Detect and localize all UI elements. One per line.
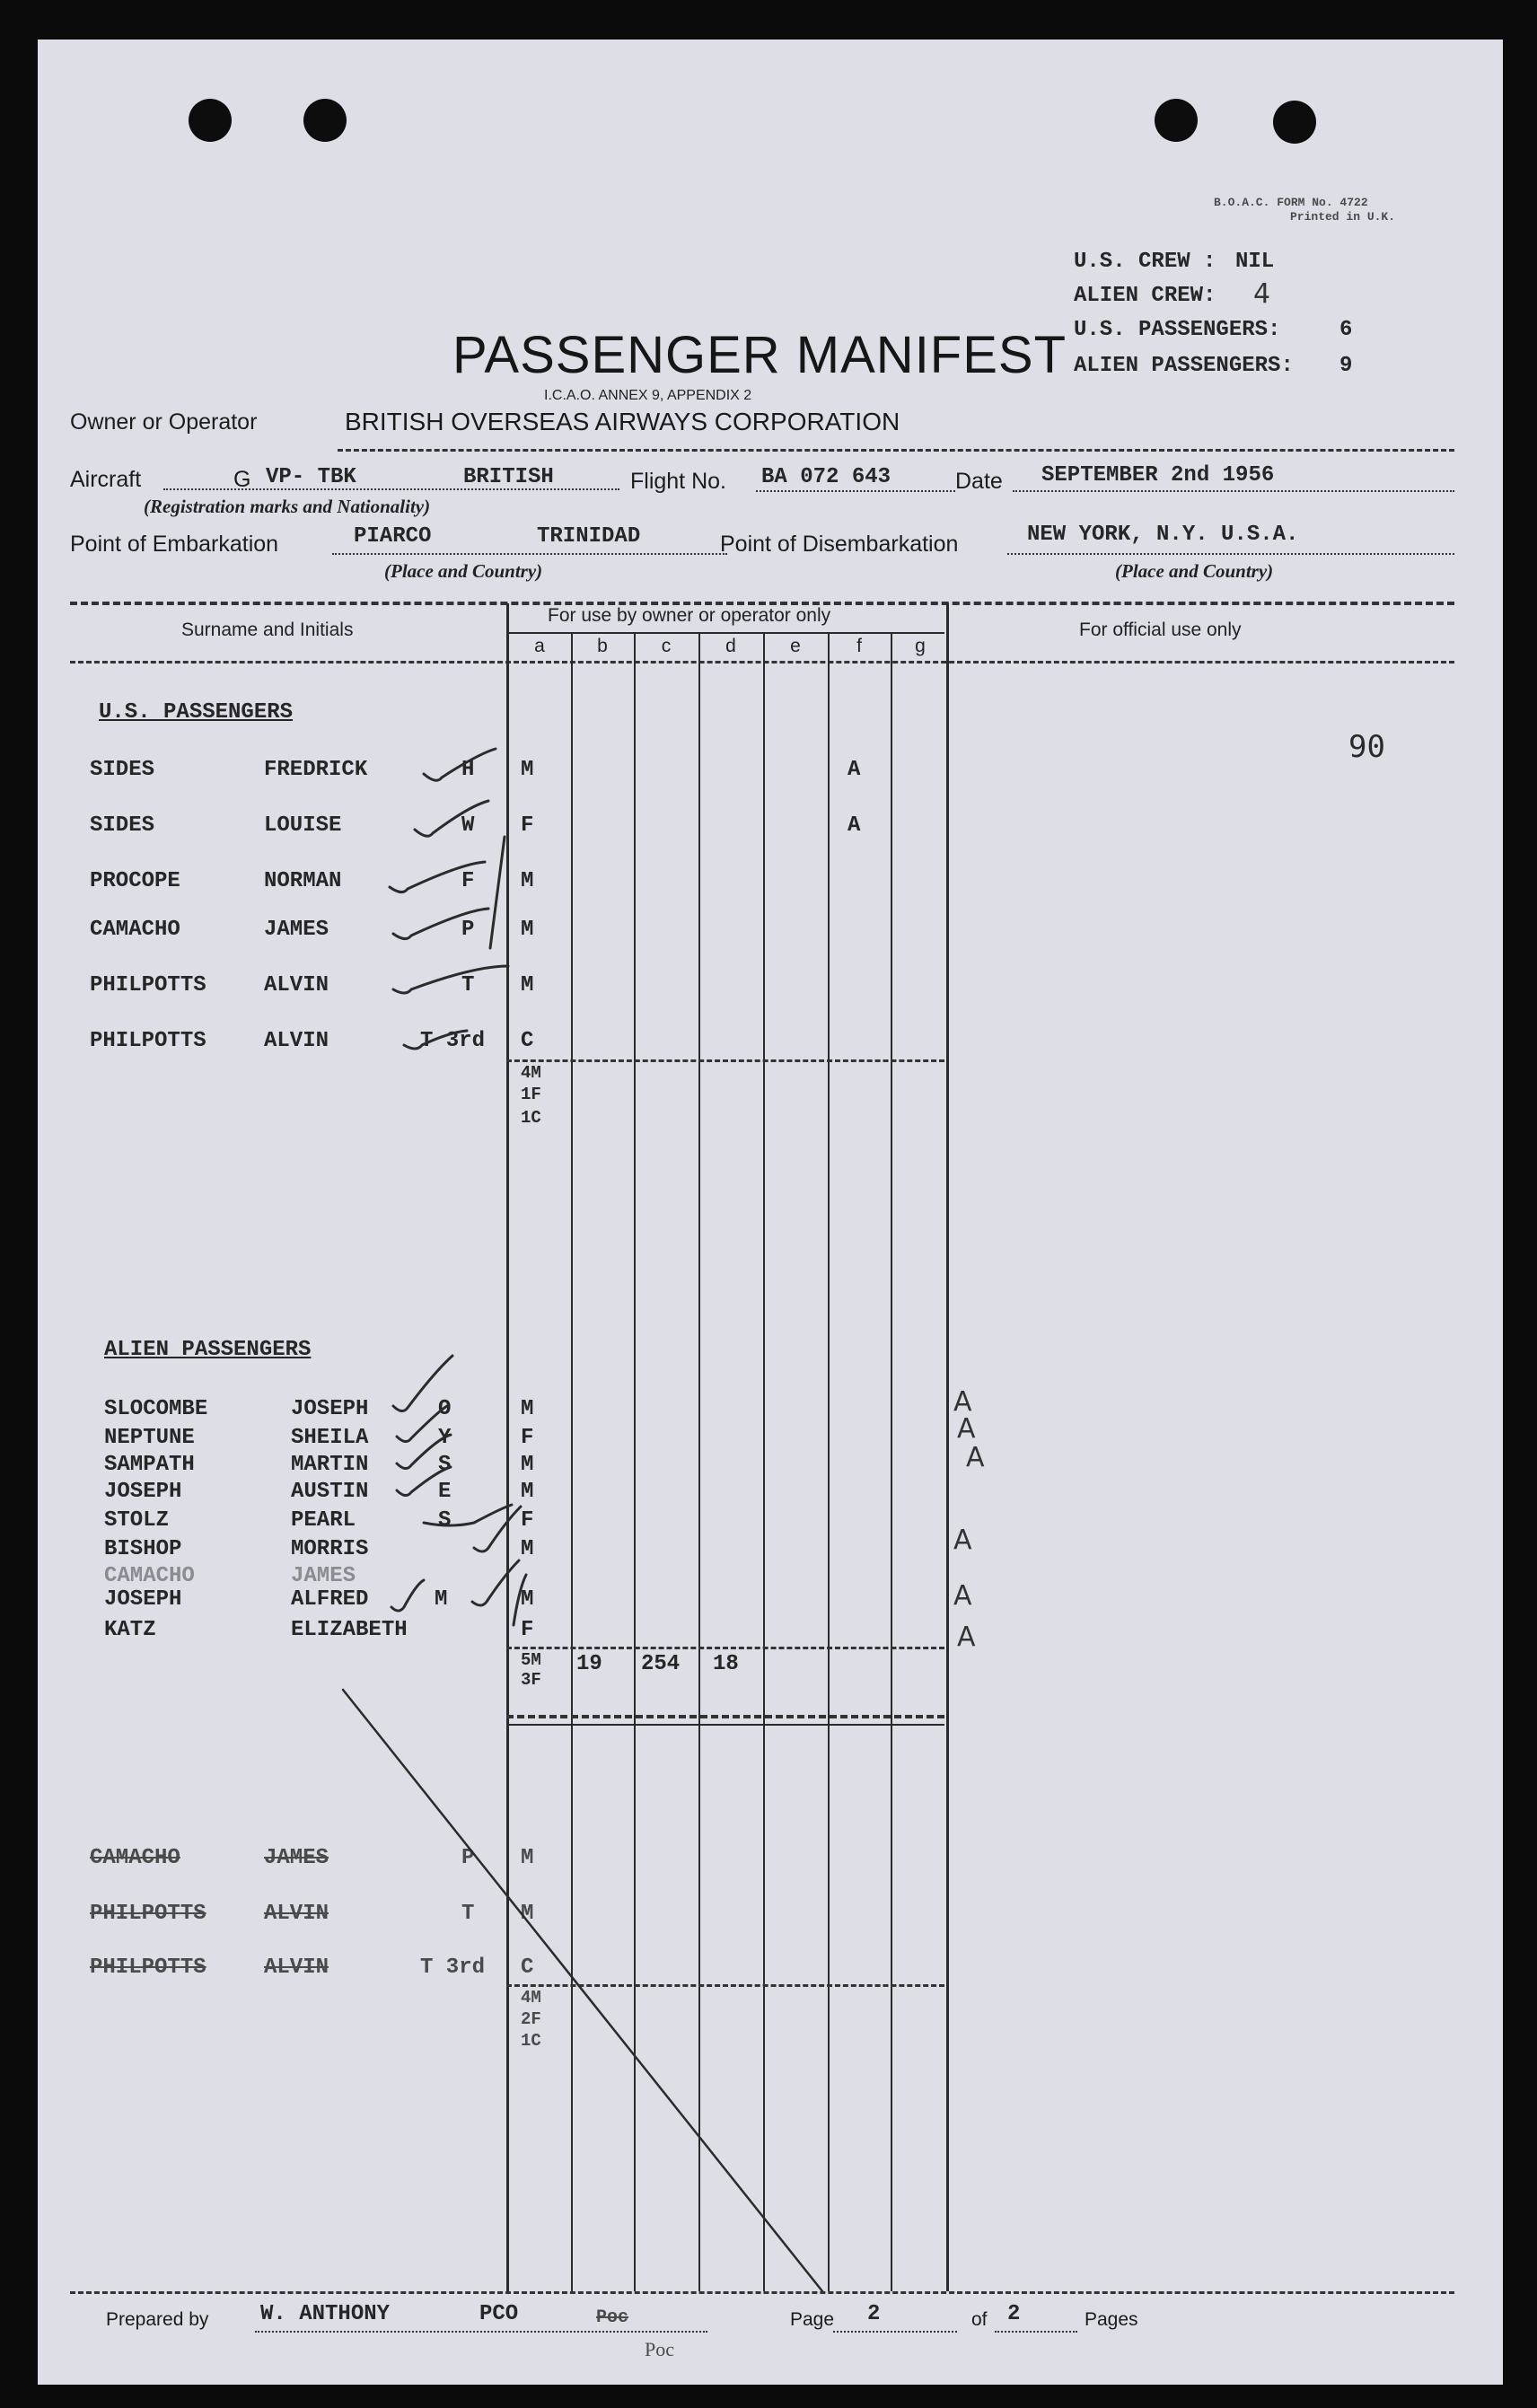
- given-name: FREDRICK: [264, 758, 368, 782]
- alien-passengers-value: 9: [1339, 354, 1353, 378]
- col-a-value: C: [521, 1029, 534, 1053]
- given-name: ALVIN: [264, 1955, 329, 1980]
- surname: CAMACHO: [90, 918, 180, 942]
- role-under: Poc: [645, 2338, 674, 2360]
- prepared-role: PCO: [479, 2302, 519, 2326]
- col-f-value: A: [848, 813, 861, 838]
- check-mark: [424, 1505, 512, 1525]
- surname: PROCOPE: [90, 869, 180, 893]
- aircraft-reg-note: (Registration marks and Nationality): [144, 496, 431, 517]
- flight-number: BA 072 643: [761, 465, 891, 489]
- page-subtitle: I.C.A.O. ANNEX 9, APPENDIX 2: [544, 388, 752, 403]
- us-total-3: 1C: [521, 1108, 541, 1128]
- given-name: JOSEPH: [291, 1397, 369, 1421]
- given-name: ALFRED: [291, 1587, 369, 1612]
- initial: T: [461, 973, 475, 997]
- surname: NEPTUNE: [104, 1426, 195, 1450]
- given-name: ELIZABETH: [291, 1618, 408, 1642]
- check-mark: [424, 749, 496, 780]
- manifest-page: [38, 40, 1503, 2385]
- initial: Y: [438, 1426, 452, 1450]
- check-mark: [472, 1560, 519, 1605]
- initial: H: [461, 758, 475, 782]
- disembark-value: NEW YORK, N.Y. U.S.A.: [1027, 523, 1299, 547]
- cross-out-line: [343, 1690, 822, 2291]
- check-mark: [415, 801, 488, 836]
- embark-place: PIARCO: [354, 524, 432, 549]
- form-number: B.O.A.C. FORM No. 4722: [1214, 196, 1368, 209]
- us-total-1: 4M: [521, 1063, 541, 1083]
- initial: F: [461, 869, 475, 893]
- check-mark: [474, 1507, 521, 1551]
- overtyped-surname: CAMACHO: [104, 1564, 195, 1588]
- cancelled-total-3: 1C: [521, 2031, 541, 2051]
- initial: T: [461, 1902, 475, 1926]
- col-a-value: M: [521, 1453, 534, 1477]
- col-e: e: [790, 636, 801, 656]
- given-name: MORRIS: [291, 1537, 369, 1561]
- prepared-by-value: W. ANTHONY: [260, 2302, 391, 2326]
- page-total: 2: [1007, 2302, 1021, 2326]
- col-a-value: F: [521, 1508, 534, 1533]
- initial: W: [461, 813, 475, 838]
- col-g: g: [915, 636, 926, 656]
- col-a-value: F: [521, 1426, 534, 1450]
- admitted-mark: A: [957, 1413, 976, 1445]
- aircraft-label: Aircraft: [70, 467, 142, 492]
- check-mark: [393, 966, 508, 993]
- initial: O: [438, 1397, 452, 1421]
- given-name: JAMES: [264, 918, 329, 942]
- page-dots: [833, 2331, 957, 2333]
- col-c: c: [661, 636, 672, 656]
- check-mark: [514, 1575, 526, 1625]
- initial: P: [461, 1846, 475, 1870]
- initial: T 3rd: [420, 1029, 486, 1053]
- surname: SIDES: [90, 758, 155, 782]
- given-name: SHEILA: [291, 1426, 369, 1450]
- cancelled-total-1: 4M: [521, 1988, 541, 2008]
- flight-label: Flight No.: [630, 469, 726, 494]
- surname: SAMPATH: [104, 1453, 195, 1477]
- surname: PHILPOTTS: [90, 1955, 206, 1980]
- given-name: PEARL: [291, 1508, 356, 1533]
- given-name: AUSTIN: [291, 1480, 369, 1504]
- check-mark: [404, 1031, 467, 1049]
- given-name: JAMES: [264, 1846, 329, 1870]
- us-crew-label: U.S. CREW :: [1074, 250, 1216, 274]
- us-crew-value: NIL: [1235, 250, 1275, 274]
- flight-date: SEPTEMBER 2nd 1956: [1041, 463, 1275, 488]
- overtyped-given: JAMES: [291, 1564, 356, 1588]
- col-header-official: For official use only: [1079, 620, 1242, 640]
- given-name: LOUISE: [264, 813, 342, 838]
- initial: E: [438, 1480, 452, 1504]
- col-a-value: M: [521, 918, 534, 942]
- us-passengers-label: U.S. PASSENGERS:: [1074, 318, 1281, 342]
- admitted-mark: A: [953, 1386, 972, 1418]
- us-total-2: 1F: [521, 1085, 541, 1104]
- check-mark: [390, 862, 485, 892]
- disembark-label: Point of Disembarkation: [720, 532, 959, 557]
- admitted-mark: A: [966, 1442, 985, 1473]
- col-a-value: M: [521, 758, 534, 782]
- embark-label: Point of Embarkation: [70, 532, 279, 557]
- surname: STOLZ: [104, 1508, 170, 1533]
- admitted-mark: A: [957, 1621, 976, 1653]
- surname: SIDES: [90, 813, 155, 838]
- surname: JOSEPH: [104, 1587, 182, 1612]
- aircraft-reg-letter: G: [233, 467, 251, 492]
- admitted-mark: A: [953, 1580, 972, 1612]
- owner-label: Owner or Operator: [70, 409, 258, 435]
- surname: PHILPOTTS: [90, 973, 206, 997]
- given-name: NORMAN: [264, 869, 342, 893]
- col-a-value: C: [521, 1955, 534, 1980]
- given-name: MARTIN: [291, 1453, 369, 1477]
- col-header-owner-use: For use by owner or operator only: [548, 605, 831, 626]
- col-a-value: M: [521, 973, 534, 997]
- alien-crew-value: 4: [1253, 278, 1271, 310]
- col-a-value: M: [521, 1480, 534, 1504]
- date-label: Date: [955, 469, 1003, 494]
- given-name: ALVIN: [264, 1902, 329, 1926]
- alien-total-a: 5M 3F: [521, 1650, 541, 1690]
- of-dots: [995, 2331, 1077, 2333]
- initial: M: [435, 1587, 448, 1612]
- surname: PHILPOTTS: [90, 1902, 206, 1926]
- pages-label: Pages: [1085, 2309, 1138, 2330]
- initial: S: [438, 1508, 452, 1533]
- col-a-value: M: [521, 1587, 534, 1612]
- col-f-value: A: [848, 758, 861, 782]
- col-a-value: M: [521, 1397, 534, 1421]
- of-label: of: [971, 2309, 988, 2330]
- slash-mark: [490, 837, 505, 948]
- initial: P: [461, 918, 475, 942]
- page-title: PASSENGER MANIFEST: [452, 326, 1067, 384]
- surname: KATZ: [104, 1618, 156, 1642]
- role-struck: Poc: [596, 2307, 629, 2328]
- prepared-dots: [255, 2331, 707, 2333]
- embark-note: (Place and Country): [384, 560, 543, 582]
- col-d: d: [725, 636, 736, 656]
- col-a-value: F: [521, 1618, 534, 1642]
- admitted-mark: A: [953, 1525, 972, 1556]
- check-mark: [397, 1467, 451, 1496]
- col-a-value: M: [521, 1902, 534, 1926]
- initial: S: [438, 1453, 452, 1477]
- given-name: ALVIN: [264, 1029, 329, 1053]
- alien-crew-label: ALIEN CREW:: [1074, 284, 1216, 308]
- check-mark: [391, 1580, 424, 1611]
- alien-passengers-label: ALIEN PASSENGERS:: [1074, 354, 1294, 378]
- page-number: 2: [867, 2302, 881, 2326]
- printed-in: Printed in U.K.: [1290, 210, 1396, 224]
- col-b: b: [597, 636, 608, 656]
- col-header-name: Surname and Initials: [181, 620, 354, 640]
- disembark-note: (Place and Country): [1115, 560, 1274, 582]
- col-a-value: F: [521, 813, 534, 838]
- aircraft-registration: VP- TBK: [266, 465, 356, 489]
- aircraft-nationality: BRITISH: [463, 465, 554, 489]
- col-a-value: M: [521, 1846, 534, 1870]
- alien-section-heading: ALIEN PASSENGERS: [104, 1338, 312, 1362]
- official-number: 90: [1348, 729, 1385, 765]
- initial: T 3rd: [420, 1955, 486, 1980]
- col-a-value: M: [521, 1537, 534, 1561]
- surname: JOSEPH: [104, 1480, 182, 1504]
- surname: SLOCOMBE: [104, 1397, 208, 1421]
- surname: CAMACHO: [90, 1846, 180, 1870]
- check-mark: [393, 1356, 452, 1411]
- alien-total-c: 254: [641, 1652, 681, 1676]
- us-passengers-value: 6: [1339, 318, 1353, 342]
- surname: PHILPOTTS: [90, 1029, 206, 1053]
- col-a-value: M: [521, 869, 534, 893]
- surname: BISHOP: [104, 1537, 182, 1561]
- hand-annotations: [38, 40, 1503, 2385]
- prepared-label: Prepared by: [106, 2309, 209, 2330]
- owner-value: BRITISH OVERSEAS AIRWAYS CORPORATION: [345, 408, 900, 435]
- page-label: Page: [790, 2309, 835, 2330]
- given-name: ALVIN: [264, 973, 329, 997]
- col-f: f: [856, 636, 862, 656]
- embark-country: TRINIDAD: [537, 524, 641, 549]
- us-section-heading: U.S. PASSENGERS: [99, 700, 294, 725]
- col-a: a: [534, 636, 545, 656]
- alien-total-d: 18: [713, 1652, 739, 1676]
- footer-rule: [70, 2291, 1454, 2294]
- cancelled-total-2: 2F: [521, 2009, 541, 2029]
- check-mark: [397, 1435, 451, 1469]
- alien-total-b: 19: [576, 1652, 602, 1676]
- check-mark: [393, 909, 488, 939]
